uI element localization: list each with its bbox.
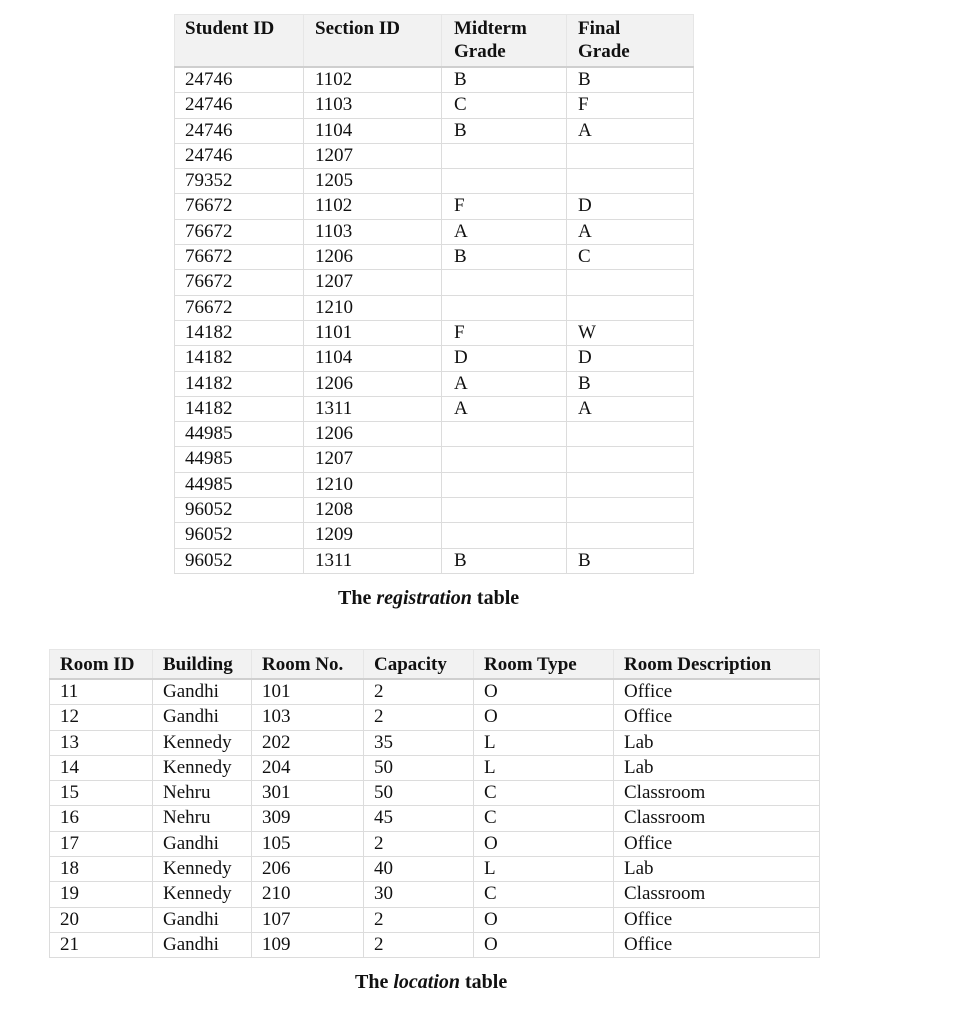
- section-id-cell: 1104: [304, 118, 442, 143]
- section-id-cell: 1206: [304, 245, 442, 270]
- capacity-cell: 50: [364, 755, 474, 780]
- header-room-id: Room ID: [50, 650, 153, 680]
- section-id-cell: 1210: [304, 295, 442, 320]
- student-id-cell: 76672: [175, 219, 304, 244]
- room-id-cell: 16: [50, 806, 153, 831]
- final-grade-cell: A: [567, 118, 694, 143]
- section-id-cell: 1207: [304, 447, 442, 472]
- final-grade-cell: B: [567, 371, 694, 396]
- location-row: [50, 806, 820, 831]
- building-cell: Gandhi: [153, 705, 252, 730]
- room-type-cell: O: [474, 831, 614, 856]
- registration-row: [175, 194, 694, 219]
- registration-row: [175, 67, 694, 93]
- registration-row: [175, 143, 694, 168]
- final-grade-cell: [567, 143, 694, 168]
- midterm-grade-cell: [442, 295, 567, 320]
- room-type-cell: O: [474, 907, 614, 932]
- capacity-cell: 2: [364, 705, 474, 730]
- section-id-cell: 1208: [304, 498, 442, 523]
- location-row: [50, 932, 820, 957]
- registration-row: [175, 396, 694, 421]
- building-cell: Gandhi: [153, 679, 252, 705]
- building-cell: Nehru: [153, 781, 252, 806]
- final-grade-cell: B: [567, 67, 694, 93]
- location-row: [50, 705, 820, 730]
- room-id-cell: 15: [50, 781, 153, 806]
- room-type-cell: C: [474, 781, 614, 806]
- location-row: [50, 781, 820, 806]
- midterm-grade-cell: [442, 472, 567, 497]
- registration-table: [174, 14, 694, 574]
- midterm-grade-cell: C: [442, 93, 567, 118]
- room-description-cell: Lab: [614, 755, 820, 780]
- building-cell: Gandhi: [153, 831, 252, 856]
- final-grade-cell: [567, 472, 694, 497]
- section-id-cell: 1207: [304, 143, 442, 168]
- header-capacity: Capacity: [364, 650, 474, 680]
- room-type-cell: O: [474, 705, 614, 730]
- building-cell: Nehru: [153, 806, 252, 831]
- room-type-cell: O: [474, 932, 614, 957]
- final-grade-cell: [567, 523, 694, 548]
- room-id-cell: 13: [50, 730, 153, 755]
- room-no-cell: 109: [252, 932, 364, 957]
- midterm-grade-cell: [442, 169, 567, 194]
- final-grade-cell: [567, 498, 694, 523]
- location-row: [50, 755, 820, 780]
- room-id-cell: 14: [50, 755, 153, 780]
- capacity-cell: 2: [364, 932, 474, 957]
- section-id-cell: 1311: [304, 396, 442, 421]
- student-id-cell: 96052: [175, 498, 304, 523]
- student-id-cell: 44985: [175, 447, 304, 472]
- final-grade-cell: D: [567, 194, 694, 219]
- midterm-grade-cell: [442, 498, 567, 523]
- student-id-cell: 76672: [175, 270, 304, 295]
- midterm-grade-cell: F: [442, 320, 567, 345]
- header-building: Building: [153, 650, 252, 680]
- final-grade-cell: [567, 270, 694, 295]
- section-id-cell: 1104: [304, 346, 442, 371]
- room-no-cell: 206: [252, 857, 364, 882]
- header-room-type: Room Type: [474, 650, 614, 680]
- capacity-cell: 50: [364, 781, 474, 806]
- room-no-cell: 107: [252, 907, 364, 932]
- header-final-grade: Final Grade: [567, 15, 694, 68]
- room-description-cell: Office: [614, 705, 820, 730]
- student-id-cell: 44985: [175, 472, 304, 497]
- midterm-grade-cell: [442, 523, 567, 548]
- final-grade-cell: [567, 169, 694, 194]
- header-room-description: Room Description: [614, 650, 820, 680]
- room-description-cell: Office: [614, 932, 820, 957]
- final-grade-cell: D: [567, 346, 694, 371]
- building-cell: Kennedy: [153, 755, 252, 780]
- student-id-cell: 76672: [175, 194, 304, 219]
- header-midterm-grade: Midterm Grade: [442, 15, 567, 68]
- section-id-cell: 1103: [304, 219, 442, 244]
- student-id-cell: 14182: [175, 346, 304, 371]
- section-id-cell: 1206: [304, 371, 442, 396]
- location-row: [50, 882, 820, 907]
- room-no-cell: 105: [252, 831, 364, 856]
- midterm-grade-cell: B: [442, 245, 567, 270]
- student-id-cell: 79352: [175, 169, 304, 194]
- midterm-grade-cell: [442, 270, 567, 295]
- section-id-cell: 1102: [304, 194, 442, 219]
- building-cell: Kennedy: [153, 730, 252, 755]
- room-description-cell: Office: [614, 831, 820, 856]
- room-description-cell: Lab: [614, 730, 820, 755]
- room-type-cell: C: [474, 806, 614, 831]
- room-id-cell: 18: [50, 857, 153, 882]
- registration-row: [175, 447, 694, 472]
- registration-row: [175, 219, 694, 244]
- room-id-cell: 11: [50, 679, 153, 705]
- student-id-cell: 76672: [175, 295, 304, 320]
- building-cell: Gandhi: [153, 907, 252, 932]
- registration-row: [175, 93, 694, 118]
- location-caption: The location table: [355, 971, 508, 993]
- registration-row: [175, 346, 694, 371]
- final-grade-cell: [567, 295, 694, 320]
- student-id-cell: 76672: [175, 245, 304, 270]
- registration-row: [175, 118, 694, 143]
- midterm-grade-cell: [442, 422, 567, 447]
- room-description-cell: Classroom: [614, 806, 820, 831]
- room-no-cell: 103: [252, 705, 364, 730]
- room-type-cell: L: [474, 730, 614, 755]
- final-grade-cell: W: [567, 320, 694, 345]
- room-type-cell: C: [474, 882, 614, 907]
- midterm-grade-cell: B: [442, 118, 567, 143]
- final-grade-cell: C: [567, 245, 694, 270]
- student-id-cell: 24746: [175, 143, 304, 168]
- registration-header-row: [175, 15, 694, 68]
- room-id-cell: 12: [50, 705, 153, 730]
- final-grade-cell: A: [567, 219, 694, 244]
- student-id-cell: 14182: [175, 396, 304, 421]
- room-type-cell: L: [474, 857, 614, 882]
- section-id-cell: 1207: [304, 270, 442, 295]
- final-grade-cell: [567, 422, 694, 447]
- student-id-cell: 24746: [175, 67, 304, 93]
- room-description-cell: Office: [614, 679, 820, 705]
- student-id-cell: 14182: [175, 371, 304, 396]
- registration-row: [175, 169, 694, 194]
- room-no-cell: 210: [252, 882, 364, 907]
- capacity-cell: 35: [364, 730, 474, 755]
- building-cell: Kennedy: [153, 857, 252, 882]
- header-room-no: Room No.: [252, 650, 364, 680]
- room-id-cell: 20: [50, 907, 153, 932]
- final-grade-cell: B: [567, 548, 694, 573]
- location-header-row: [50, 650, 820, 680]
- midterm-grade-cell: [442, 447, 567, 472]
- location-table: [49, 649, 820, 958]
- capacity-cell: 45: [364, 806, 474, 831]
- student-id-cell: 44985: [175, 422, 304, 447]
- section-id-cell: 1311: [304, 548, 442, 573]
- midterm-grade-cell: F: [442, 194, 567, 219]
- capacity-cell: 2: [364, 907, 474, 932]
- registration-row: [175, 371, 694, 396]
- midterm-grade-cell: A: [442, 396, 567, 421]
- room-no-cell: 204: [252, 755, 364, 780]
- building-cell: Gandhi: [153, 932, 252, 957]
- room-description-cell: Classroom: [614, 781, 820, 806]
- room-id-cell: 17: [50, 831, 153, 856]
- header-student-id: Student ID: [175, 15, 304, 68]
- building-cell: Kennedy: [153, 882, 252, 907]
- student-id-cell: 96052: [175, 523, 304, 548]
- registration-row: [175, 422, 694, 447]
- student-id-cell: 24746: [175, 93, 304, 118]
- registration-row: [175, 523, 694, 548]
- room-id-cell: 21: [50, 932, 153, 957]
- location-row: [50, 679, 820, 705]
- registration-row: [175, 548, 694, 573]
- student-id-cell: 14182: [175, 320, 304, 345]
- midterm-grade-cell: B: [442, 67, 567, 93]
- capacity-cell: 2: [364, 679, 474, 705]
- registration-row: [175, 320, 694, 345]
- midterm-grade-cell: B: [442, 548, 567, 573]
- section-id-cell: 1101: [304, 320, 442, 345]
- capacity-cell: 2: [364, 831, 474, 856]
- registration-caption: The registration table: [338, 587, 520, 609]
- room-no-cell: 101: [252, 679, 364, 705]
- room-description-cell: Lab: [614, 857, 820, 882]
- room-no-cell: 301: [252, 781, 364, 806]
- midterm-grade-cell: A: [442, 371, 567, 396]
- location-row: [50, 730, 820, 755]
- student-id-cell: 24746: [175, 118, 304, 143]
- registration-row: [175, 472, 694, 497]
- room-id-cell: 19: [50, 882, 153, 907]
- registration-row: [175, 498, 694, 523]
- capacity-cell: 30: [364, 882, 474, 907]
- location-row: [50, 831, 820, 856]
- final-grade-cell: F: [567, 93, 694, 118]
- registration-row: [175, 270, 694, 295]
- location-row: [50, 857, 820, 882]
- registration-row: [175, 295, 694, 320]
- header-section-id: Section ID: [304, 15, 442, 68]
- room-description-cell: Classroom: [614, 882, 820, 907]
- section-id-cell: 1209: [304, 523, 442, 548]
- room-type-cell: L: [474, 755, 614, 780]
- capacity-cell: 40: [364, 857, 474, 882]
- registration-row: [175, 245, 694, 270]
- midterm-grade-cell: D: [442, 346, 567, 371]
- room-type-cell: O: [474, 679, 614, 705]
- section-id-cell: 1210: [304, 472, 442, 497]
- section-id-cell: 1102: [304, 67, 442, 93]
- section-id-cell: 1206: [304, 422, 442, 447]
- final-grade-cell: A: [567, 396, 694, 421]
- section-id-cell: 1205: [304, 169, 442, 194]
- room-description-cell: Office: [614, 907, 820, 932]
- final-grade-cell: [567, 447, 694, 472]
- room-no-cell: 202: [252, 730, 364, 755]
- student-id-cell: 96052: [175, 548, 304, 573]
- room-no-cell: 309: [252, 806, 364, 831]
- location-row: [50, 907, 820, 932]
- midterm-grade-cell: [442, 143, 567, 168]
- midterm-grade-cell: A: [442, 219, 567, 244]
- section-id-cell: 1103: [304, 93, 442, 118]
